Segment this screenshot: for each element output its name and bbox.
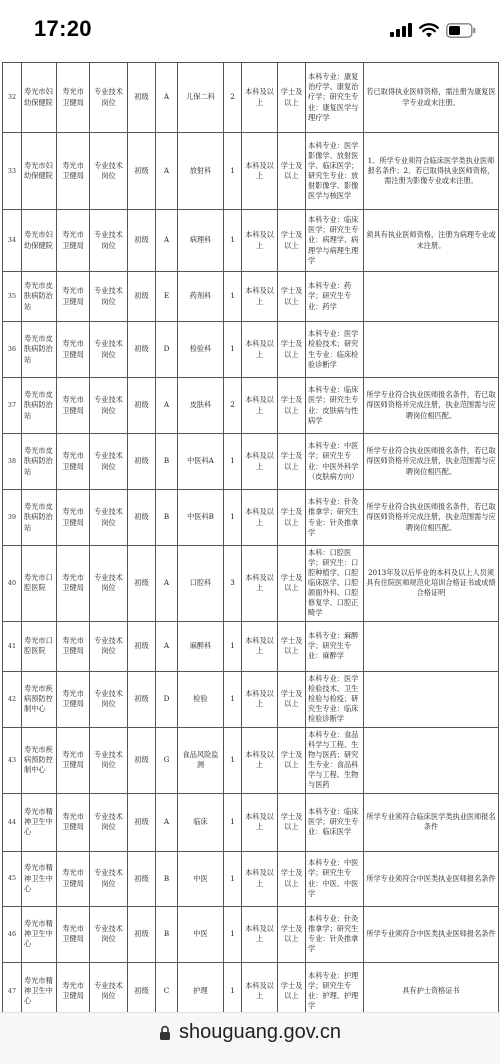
cell-major: 本科专业：药学；研究生专业：药学 — [306, 272, 364, 322]
cell-level: 初级 — [128, 793, 156, 851]
cell-unit: 寿光市口腔医院 — [22, 621, 57, 671]
cell-department: 寿光市卫健局 — [57, 671, 90, 727]
cell-level: 初级 — [128, 272, 156, 322]
cell-number: 42 — [3, 671, 22, 727]
cell-degree: 学士及以上 — [278, 490, 306, 546]
cell-position-type: 专业技术岗位 — [90, 434, 128, 490]
cell-quota: 1 — [224, 793, 242, 851]
cell-post-name: 中医科B — [178, 490, 224, 546]
cell-major: 本科专业：护理学；研究生专业：护理、护理学 — [306, 962, 364, 1012]
cell-level: 初级 — [128, 490, 156, 546]
cell-major: 本科专业：医学检验技术、卫生检验与检疫；研究生专业：临床检验诊断学 — [306, 671, 364, 727]
cell-position-type: 专业技术岗位 — [90, 793, 128, 851]
cell-level: 初级 — [128, 378, 156, 434]
lock-icon — [159, 1025, 171, 1041]
cell-note — [364, 671, 499, 727]
table-row — [3, 272, 499, 322]
cell-level: 初级 — [128, 851, 156, 906]
cell-note: 具有护士资格证书 — [364, 962, 499, 1012]
cell-education: 本科及以上 — [242, 272, 278, 322]
cell-category: B — [156, 851, 178, 906]
cell-department: 寿光市卫健局 — [57, 962, 90, 1012]
cell-education: 本科及以上 — [242, 793, 278, 851]
cell-quota: 1 — [224, 621, 242, 671]
cell-quota: 1 — [224, 671, 242, 727]
cell-post-name: 临床 — [178, 793, 224, 851]
table-row — [3, 546, 499, 622]
cell-department: 寿光市卫健局 — [57, 851, 90, 906]
cell-department: 寿光市卫健局 — [57, 133, 90, 210]
cell-education: 本科及以上 — [242, 962, 278, 1012]
cell-note: 须具有执业医师资格，注册为病理专业或未注册。 — [364, 210, 499, 272]
cell-quota: 1 — [224, 133, 242, 210]
cell-note — [364, 272, 499, 322]
cell-category: A — [156, 378, 178, 434]
cell-note: 所学专业符合执业医师报名条件，若已取得医师资格并完成注册，执业范围需与应聘岗位相匹配。 — [364, 434, 499, 490]
cell-number: 44 — [3, 793, 22, 851]
cell-position-type: 专业技术岗位 — [90, 322, 128, 378]
cell-education: 本科及以上 — [242, 546, 278, 622]
cell-education: 本科及以上 — [242, 133, 278, 210]
cell-education: 本科及以上 — [242, 671, 278, 727]
cell-degree: 学士及以上 — [278, 906, 306, 962]
cell-note — [364, 322, 499, 378]
cell-education: 本科及以上 — [242, 727, 278, 793]
cell-number: 41 — [3, 621, 22, 671]
cellular-signal-icon — [390, 23, 412, 37]
cell-degree: 学士及以上 — [278, 133, 306, 210]
cell-post-name: 儿保二科 — [178, 63, 224, 133]
cell-number: 38 — [3, 434, 22, 490]
cell-number: 34 — [3, 210, 22, 272]
battery-icon — [446, 23, 476, 38]
cell-major: 本科专业：康复治疗学、康复治疗学；研究生专业：康复医学与理疗学 — [306, 63, 364, 133]
cell-note: 所学专业符合执业医师报名条件，若已取得医师资格并完成注册，执业范围需与应聘岗位相匹配。 — [364, 378, 499, 434]
cell-category: A — [156, 793, 178, 851]
cell-post-name: 中医科A — [178, 434, 224, 490]
cell-level: 初级 — [128, 322, 156, 378]
cell-number: 32 — [3, 63, 22, 133]
cell-category: B — [156, 434, 178, 490]
cell-education: 本科及以上 — [242, 210, 278, 272]
cell-quota: 1 — [224, 322, 242, 378]
cell-post-name: 放射科 — [178, 133, 224, 210]
cell-category: C — [156, 962, 178, 1012]
cell-number: 37 — [3, 378, 22, 434]
cell-note: 若已取得执业医师资格，需注册为康复医学专业或未注册。 — [364, 63, 499, 133]
cell-category: D — [156, 322, 178, 378]
cell-note: 所学专业须符合中医类执业医师报名条件 — [364, 906, 499, 962]
cell-post-name: 口腔科 — [178, 546, 224, 622]
cell-degree: 学士及以上 — [278, 727, 306, 793]
cell-post-name: 中医 — [178, 906, 224, 962]
cell-unit: 寿光市皮肤病防治站 — [22, 378, 57, 434]
table-row — [3, 793, 499, 851]
cell-degree: 学士及以上 — [278, 434, 306, 490]
cell-major: 本科专业：中医学；研究生专业：中医外科学（皮肤病方向） — [306, 434, 364, 490]
cell-position-type: 专业技术岗位 — [90, 727, 128, 793]
cell-note: 所学专业须符合中医类执业医师报名条件 — [364, 851, 499, 906]
cell-department: 寿光市卫健局 — [57, 210, 90, 272]
cell-education: 本科及以上 — [242, 851, 278, 906]
cell-education: 本科及以上 — [242, 378, 278, 434]
cell-department: 寿光市卫健局 — [57, 272, 90, 322]
cell-level: 初级 — [128, 434, 156, 490]
cell-position-type: 专业技术岗位 — [90, 63, 128, 133]
cell-unit: 寿光市口腔医院 — [22, 546, 57, 622]
table-row — [3, 133, 499, 210]
cell-category: D — [156, 671, 178, 727]
table-body — [3, 62, 499, 1012]
cell-position-type: 专业技术岗位 — [90, 210, 128, 272]
cell-degree: 学士及以上 — [278, 210, 306, 272]
cell-quota: 1 — [224, 434, 242, 490]
cell-unit: 寿光市皮肤病防治站 — [22, 434, 57, 490]
cell-position-type: 专业技术岗位 — [90, 133, 128, 210]
browser-address-bar[interactable] — [0, 1012, 500, 1064]
document-viewport[interactable] — [0, 62, 500, 1012]
cell-department: 寿光市卫健局 — [57, 378, 90, 434]
cell-note — [364, 727, 499, 793]
cell-education: 本科及以上 — [242, 906, 278, 962]
cell-post-name: 皮肤科 — [178, 378, 224, 434]
cell-unit: 寿光市妇幼保健院 — [22, 133, 57, 210]
cell-unit: 寿光市疾病预防控制中心 — [22, 727, 57, 793]
cell-level: 初级 — [128, 133, 156, 210]
cell-department: 寿光市卫健局 — [57, 322, 90, 378]
cell-post-name: 中医 — [178, 851, 224, 906]
address-display[interactable] — [0, 1021, 500, 1044]
table-row — [3, 851, 499, 906]
table-row — [3, 322, 499, 378]
cell-position-type: 专业技术岗位 — [90, 671, 128, 727]
table-row — [3, 621, 499, 671]
cell-category: B — [156, 906, 178, 962]
wifi-icon — [419, 23, 439, 38]
cell-degree: 学士及以上 — [278, 272, 306, 322]
cell-quota: 1 — [224, 272, 242, 322]
cell-unit: 寿光市精神卫生中心 — [22, 906, 57, 962]
cell-quota: 1 — [224, 210, 242, 272]
cell-education: 本科及以上 — [242, 63, 278, 133]
cell-unit: 寿光市疾病预防控制中心 — [22, 671, 57, 727]
cell-department: 寿光市卫健局 — [57, 621, 90, 671]
cell-major: 本科专业：针灸推拿学；研究生专业：针灸推拿学 — [306, 906, 364, 962]
cell-post-name: 护理 — [178, 962, 224, 1012]
cell-unit: 寿光市皮肤病防治站 — [22, 490, 57, 546]
table-row — [3, 434, 499, 490]
cell-major: 本科专业：医学影像学、放射医学、临床医学；研究生专业：放射影像学、影像医学与核医学 — [306, 133, 364, 210]
cell-category: A — [156, 546, 178, 622]
cell-education: 本科及以上 — [242, 322, 278, 378]
status-time: 17:20 — [34, 16, 92, 41]
cell-level: 初级 — [128, 727, 156, 793]
cell-note — [364, 621, 499, 671]
cell-number: 33 — [3, 133, 22, 210]
cell-position-type: 专业技术岗位 — [90, 851, 128, 906]
cell-education: 本科及以上 — [242, 490, 278, 546]
cell-major: 本科专业：医学检验技术；研究生专业：临床检验诊断学 — [306, 322, 364, 378]
cell-degree: 学士及以上 — [278, 793, 306, 851]
cell-number: 35 — [3, 272, 22, 322]
cell-number: 36 — [3, 322, 22, 378]
cell-department: 寿光市卫健局 — [57, 906, 90, 962]
cell-quota: 1 — [224, 906, 242, 962]
cell-number: 39 — [3, 490, 22, 546]
cell-note: 所学专业须符合临床医学类执业医师报名条件 — [364, 793, 499, 851]
cell-post-name: 麻醉科 — [178, 621, 224, 671]
cell-major: 本科专业：麻醉学；研究生专业：麻醉学 — [306, 621, 364, 671]
cell-position-type: 专业技术岗位 — [90, 906, 128, 962]
cell-education: 本科及以上 — [242, 434, 278, 490]
table-row — [3, 490, 499, 546]
cell-quota: 2 — [224, 63, 242, 133]
table-row — [3, 63, 499, 133]
cell-category: A — [156, 63, 178, 133]
cell-degree: 学士及以上 — [278, 621, 306, 671]
cell-level: 初级 — [128, 671, 156, 727]
cell-quota: 1 — [224, 962, 242, 1012]
cell-major: 本科专业：针灸推拿学；研究生专业：针灸推拿学 — [306, 490, 364, 546]
cell-unit: 寿光市皮肤病防治站 — [22, 272, 57, 322]
cell-degree: 学士及以上 — [278, 546, 306, 622]
cell-degree: 学士及以上 — [278, 671, 306, 727]
cell-category: A — [156, 210, 178, 272]
cell-degree: 学士及以上 — [278, 962, 306, 1012]
cell-level: 初级 — [128, 63, 156, 133]
cell-post-name: 检验 — [178, 671, 224, 727]
cell-position-type: 专业技术岗位 — [90, 621, 128, 671]
cell-department: 寿光市卫健局 — [57, 727, 90, 793]
cell-post-name: 食品风险监测 — [178, 727, 224, 793]
cell-quota: 1 — [224, 851, 242, 906]
cell-number: 45 — [3, 851, 22, 906]
cell-position-type: 专业技术岗位 — [90, 272, 128, 322]
cell-department: 寿光市卫健局 — [57, 63, 90, 133]
cell-post-name: 检验科 — [178, 322, 224, 378]
cell-category: E — [156, 272, 178, 322]
cell-number: 43 — [3, 727, 22, 793]
cell-major: 本科：口腔医学；研究生：口腔种植学、口腔临床医学、口腔颌面外科、口腔修复学、口腔正畸学 — [306, 546, 364, 622]
cell-department: 寿光市卫健局 — [57, 546, 90, 622]
cell-category: G — [156, 727, 178, 793]
cell-position-type: 专业技术岗位 — [90, 378, 128, 434]
cell-department: 寿光市卫健局 — [57, 434, 90, 490]
cell-number: 40 — [3, 546, 22, 622]
cell-position-type: 专业技术岗位 — [90, 546, 128, 622]
recruitment-table — [2, 62, 499, 1012]
table-row — [3, 906, 499, 962]
status-icons — [390, 20, 476, 40]
cell-position-type: 专业技术岗位 — [90, 490, 128, 546]
cell-unit: 寿光市妇幼保健院 — [22, 210, 57, 272]
cell-degree: 学士及以上 — [278, 851, 306, 906]
cell-category: A — [156, 133, 178, 210]
table-row — [3, 671, 499, 727]
cell-unit: 寿光市妇幼保健院 — [22, 63, 57, 133]
cell-category: B — [156, 490, 178, 546]
cell-number: 46 — [3, 906, 22, 962]
cell-degree: 学士及以上 — [278, 378, 306, 434]
cell-major: 本科专业：临床医学；研究生专业：皮肤病与性病学 — [306, 378, 364, 434]
cell-quota: 1 — [224, 727, 242, 793]
cell-major: 本科专业：食品科学与工程、生物与医药；研究生专业：食品科学与工程、生物与医药 — [306, 727, 364, 793]
cell-category: A — [156, 621, 178, 671]
cell-quota: 1 — [224, 490, 242, 546]
cell-level: 初级 — [128, 210, 156, 272]
cell-major: 本科专业：中医学；研究生专业：中医、中医学 — [306, 851, 364, 906]
status-bar — [0, 0, 500, 62]
table-row — [3, 210, 499, 272]
cell-department: 寿光市卫健局 — [57, 490, 90, 546]
table-row — [3, 962, 499, 1012]
cell-level: 初级 — [128, 962, 156, 1012]
cell-degree: 学士及以上 — [278, 63, 306, 133]
table-row — [3, 378, 499, 434]
cell-degree: 学士及以上 — [278, 322, 306, 378]
cell-level: 初级 — [128, 621, 156, 671]
cell-post-name: 病理科 — [178, 210, 224, 272]
cell-education: 本科及以上 — [242, 621, 278, 671]
cell-post-name: 药剂科 — [178, 272, 224, 322]
cell-note: 所学专业符合执业医师报名条件，若已取得医师资格并完成注册，执业范围需与应聘岗位相匹配。 — [364, 490, 499, 546]
cell-position-type: 专业技术岗位 — [90, 962, 128, 1012]
cell-quota: 3 — [224, 546, 242, 622]
cell-unit: 寿光市精神卫生中心 — [22, 793, 57, 851]
cell-level: 初级 — [128, 546, 156, 622]
url-text: shouguang.gov.cn — [179, 1021, 341, 1043]
cell-level: 初级 — [128, 906, 156, 962]
cell-quota: 2 — [224, 378, 242, 434]
cell-unit: 寿光市精神卫生中心 — [22, 962, 57, 1012]
cell-major: 本科专业：临床医学；研究生专业：病理学、病理学与病理生理学 — [306, 210, 364, 272]
cell-note: 1、所学专业须符合临床医学类执业医师报名条件；2、若已取得执业医师资格，需注册为影像专业或未注册。 — [364, 133, 499, 210]
cell-number: 47 — [3, 962, 22, 1012]
cell-unit: 寿光市精神卫生中心 — [22, 851, 57, 906]
cell-note: 2013年及以后毕业的本科及以上人员须具有住院医师规范化培训合格证书或成绩合格证明 — [364, 546, 499, 622]
cell-department: 寿光市卫健局 — [57, 793, 90, 851]
cell-unit: 寿光市皮肤病防治站 — [22, 322, 57, 378]
cell-major: 本科专业：临床医学；研究生专业：临床医学 — [306, 793, 364, 851]
table-row — [3, 727, 499, 793]
